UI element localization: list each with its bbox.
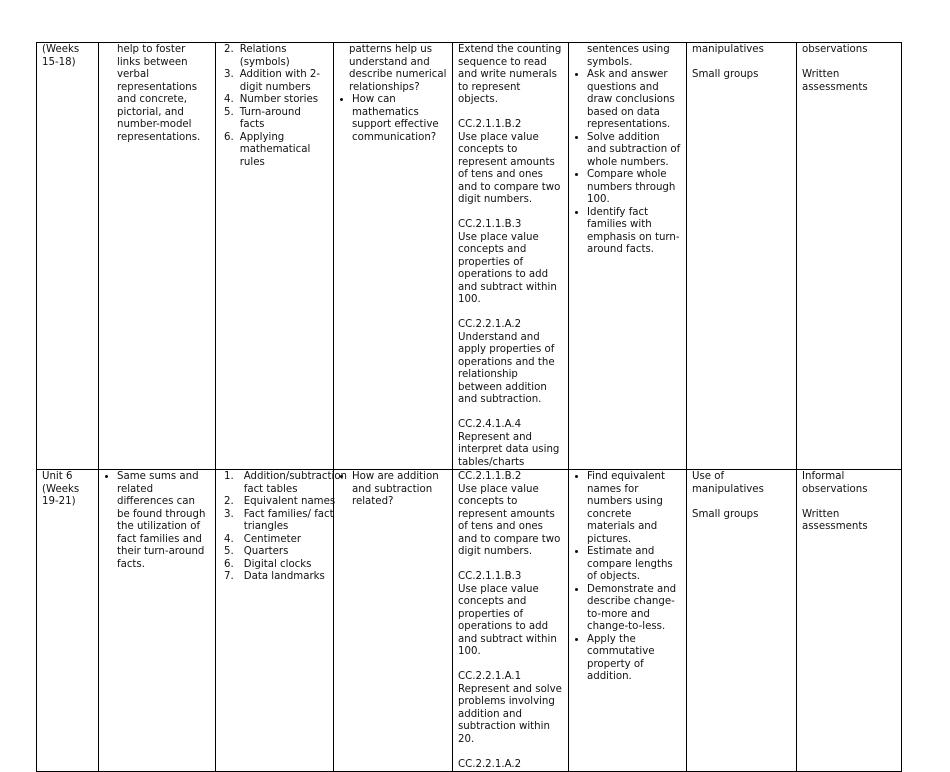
big-idea-list <box>104 471 210 571</box>
list-item: • Apply the commutative property of addition. <box>587 634 681 684</box>
question-list <box>339 94 447 144</box>
standard-item: CC.2.4.1.A.4 Represent and interpret data using tables/charts <box>458 419 563 469</box>
list-item: • Find equivalent names for numbers using concrete materials and pictures. <box>587 471 681 546</box>
list-item: • Compare whole numbers through 100. <box>587 169 681 207</box>
standard-item: CC.2.1.1.B.2 Use place value concepts to represent amounts of tens and ones and to compare two digit numbers. <box>458 471 563 559</box>
standard-item: CC.2.2.1.A.1 Represent and solve problems involving addition and subtraction within 20. <box>458 671 562 745</box>
list-item: • Solve addition and subtraction of whole numbers. <box>587 132 681 170</box>
standard-code: CC.2.1.1.B.3 <box>458 219 522 230</box>
standard-item: CC.2.2.1.A.2 Understand and apply properties of operations and the relationship between addition and subtraction. <box>458 319 563 407</box>
question-list <box>339 471 447 509</box>
big-ideas-cell <box>99 43 216 470</box>
list-item: • How are addition and subtraction related? <box>352 471 447 509</box>
assessments-cell: Informal observations Written assessments <box>797 470 902 772</box>
standard-code: CC.2.4.1.A.4 <box>458 419 522 430</box>
big-idea-text: help to foster links between verbal representations and concrete, pictorial, and number-model representations. <box>117 44 201 143</box>
unit-cell: (Weeks 15-18) <box>37 43 99 470</box>
standard-item: Extend the counting sequence to read and write numerals to represent objects. <box>458 44 562 105</box>
strategies-cell: manipulatives Small groups <box>687 43 797 470</box>
assessments-cell: observations Written assessments <box>797 43 902 470</box>
objectives-cell <box>569 470 687 772</box>
concepts-cell <box>216 43 334 470</box>
standard-item: CC.2.1.1.B.3 Use place value concepts and properties of operations to add and subtract within 100. <box>458 571 563 659</box>
standard-item: CC.2.1.1.B.2 Use place value concepts to represent amounts of tens and ones and to compare two digit numbers. <box>458 119 563 207</box>
question-continued: patterns help us understand and describe numerical relationships? <box>349 44 447 93</box>
list-item: • Same sums and related differences can be found through the utilization of fact families and their turn-around facts. <box>117 471 210 571</box>
strategies-cell: Use of manipulatives Small groups <box>687 470 797 772</box>
list-item: • Estimate and compare lengths of objects. <box>587 546 681 584</box>
concept-list: 2. Relations (symbols) 3. Addition with 2-digit numbers 4. Number stories 5. Turn-around facts 6. Applying mathematical rules <box>224 44 321 168</box>
table-row <box>37 470 902 772</box>
objective-continued: sentences using symbols. <box>587 44 670 68</box>
curriculum-table <box>36 42 902 772</box>
objectives-cell <box>569 43 687 470</box>
table-row <box>37 43 902 470</box>
objective-list <box>574 69 681 257</box>
unit-cell: Unit 6 (Weeks 19-21) <box>37 470 99 772</box>
standard-item: CC.2.1.1.B.3 Use place value concepts and properties of operations to add and subtract within 100. <box>458 219 563 307</box>
list-item: • How can mathematics support effective communication? <box>352 94 447 144</box>
standard-code: CC.2.2.1.A.1 <box>458 671 522 682</box>
list-item: • Identify fact families with emphasis on turn-around facts. <box>587 207 681 257</box>
standard-code: CC.2.1.1.B.2 <box>458 471 522 482</box>
standards-cell <box>453 470 569 772</box>
standard-code: CC.2.2.1.A.2 <box>458 758 522 770</box>
standard-code: CC.2.2.1.A.2 <box>458 319 522 330</box>
standard-code: CC.2.1.1.B.2 <box>458 119 522 130</box>
standard-code: CC.2.1.1.B.3 <box>458 571 522 582</box>
questions-cell <box>334 43 453 470</box>
objective-list <box>574 471 681 684</box>
concept-list: 1. Addition/subtraction fact tables 2. Equivalent names 3. Fact families/ fact triangles 4. Centimeter 5. Quarters 6. Digital clocks 7. Data landmarks <box>224 471 348 582</box>
big-ideas-cell <box>99 470 216 772</box>
standard-item <box>458 759 563 772</box>
list-item: • Ask and answer questions and draw conclusions based on data representations. <box>587 69 681 132</box>
list-item: • Demonstrate and describe change-to-more and change-to-less. <box>587 584 681 634</box>
questions-cell <box>334 470 453 772</box>
standards-cell <box>453 43 569 470</box>
concepts-cell <box>216 470 348 772</box>
